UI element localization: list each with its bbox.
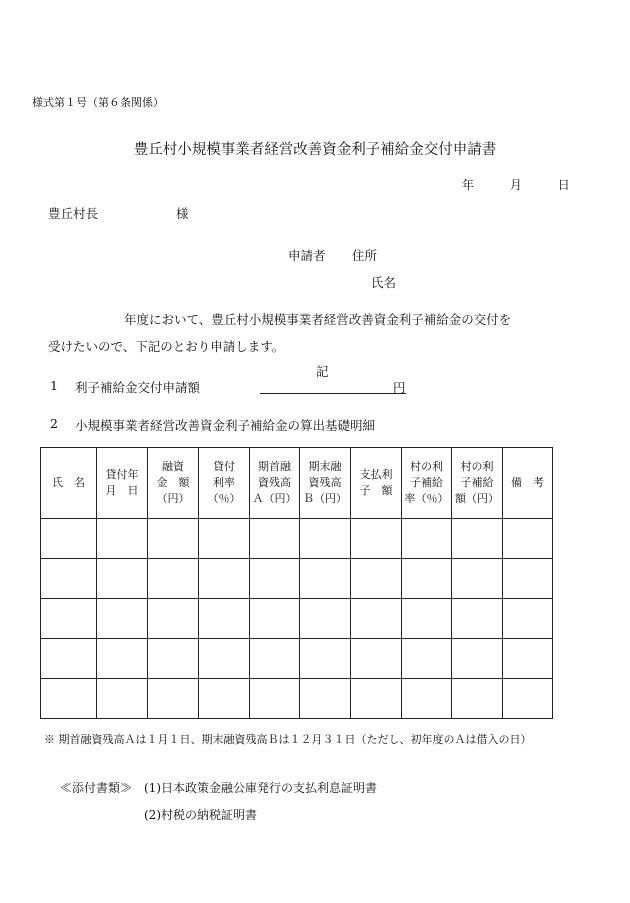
- item-2-number: 2: [50, 416, 58, 431]
- table-header-line: 率（％）: [404, 492, 449, 505]
- addressee-name: 豊丘村長: [48, 206, 99, 221]
- calculation-table: [40, 447, 553, 719]
- body-text-line-2: 受けたいので、下記のとおり申請します。: [48, 339, 285, 354]
- table-cell[interactable]: [503, 679, 553, 719]
- item-2-text: 小規模事業者経営改善資金利子補給金の算出基礎明細: [75, 418, 376, 433]
- table-cell[interactable]: [199, 519, 250, 559]
- table-cell[interactable]: [97, 679, 148, 719]
- table-cell[interactable]: [503, 559, 553, 599]
- table-cell[interactable]: [300, 599, 351, 639]
- table-header-line: 備 考: [511, 476, 544, 489]
- attachment-item-1: (1)日本政策金融公庫発行の支払利息証明書: [144, 781, 377, 795]
- table-header-line: 貸付年: [105, 468, 139, 481]
- table-cell[interactable]: [402, 559, 452, 599]
- table-header-line: 資残高: [308, 476, 342, 489]
- document-title: 豊丘村小規模事業者経営改善資金利子補給金交付申請書: [133, 142, 497, 158]
- table-cell[interactable]: [250, 519, 300, 559]
- table-header-cell: [402, 448, 452, 519]
- table-cell[interactable]: [41, 559, 97, 599]
- table-header-line: 金 額: [156, 476, 190, 489]
- table-row: [41, 559, 553, 599]
- table-cell[interactable]: [300, 639, 351, 679]
- table-header-line: 利率: [213, 476, 235, 489]
- table-header-line: 支払利: [359, 468, 393, 481]
- table-cell[interactable]: [452, 639, 503, 679]
- yen-unit: 円: [393, 380, 406, 395]
- table-cell[interactable]: [97, 599, 148, 639]
- table-header-cell: [97, 448, 148, 519]
- table-cell[interactable]: [41, 599, 97, 639]
- ki-heading: 記: [316, 364, 329, 379]
- table-cell[interactable]: [41, 679, 97, 719]
- table-header-cell: [41, 448, 97, 519]
- table-cell[interactable]: [503, 639, 553, 679]
- table-cell[interactable]: [402, 519, 452, 559]
- table-cell[interactable]: [351, 639, 402, 679]
- table-cell[interactable]: [300, 559, 351, 599]
- table-header-line: 貸付: [213, 460, 235, 473]
- table-cell[interactable]: [351, 599, 402, 639]
- table-header-line: （円）: [156, 492, 190, 505]
- table-cell[interactable]: [199, 639, 250, 679]
- table-header-line: （％）: [207, 492, 241, 505]
- item-1-number: 1: [50, 378, 58, 393]
- table-header-line: 資残高: [258, 476, 291, 489]
- table-cell[interactable]: [503, 599, 553, 639]
- table-header-row: [41, 448, 553, 519]
- table-header-cell: [300, 448, 351, 519]
- date-month-label: 月: [509, 178, 522, 192]
- table-header-line: Ｂ（円）: [303, 492, 347, 505]
- table-cell[interactable]: [97, 559, 148, 599]
- applicant-address-label: 住所: [352, 248, 378, 263]
- table-header-line: 子補給: [410, 476, 443, 489]
- table-cell[interactable]: [300, 519, 351, 559]
- table-cell[interactable]: [402, 599, 452, 639]
- table-cell[interactable]: [97, 519, 148, 559]
- table-header-cell: [351, 448, 402, 519]
- table-row: [41, 519, 553, 559]
- table-header-line: 額（円）: [455, 492, 499, 505]
- table-cell[interactable]: [402, 679, 452, 719]
- table-cell[interactable]: [351, 519, 402, 559]
- table-header-cell: [199, 448, 250, 519]
- table-row: [41, 599, 553, 639]
- table-header-line: 子補給: [460, 476, 494, 489]
- date-line: [462, 176, 570, 193]
- table-cell[interactable]: [148, 639, 199, 679]
- addressee: [48, 204, 189, 222]
- table-cell[interactable]: [148, 559, 199, 599]
- table-cell[interactable]: [452, 679, 503, 719]
- attachments-label: ≪添付書類≫: [60, 781, 133, 795]
- table-cell[interactable]: [97, 639, 148, 679]
- table-cell[interactable]: [41, 519, 97, 559]
- amount-input-line[interactable]: [260, 393, 406, 394]
- table-cell[interactable]: [199, 599, 250, 639]
- table-body: [41, 519, 553, 719]
- table-cell[interactable]: [250, 639, 300, 679]
- table-header-cell: [503, 448, 553, 519]
- table-cell[interactable]: [199, 679, 250, 719]
- table-cell[interactable]: [452, 559, 503, 599]
- table-row: [41, 639, 553, 679]
- table-header-line: 期末融: [308, 460, 342, 473]
- body-text-line-1: 年度において、豊丘村小規模事業者経営改善資金利子補給金の交付を: [124, 312, 512, 327]
- applicant-name-label: 氏名: [371, 275, 397, 290]
- table-cell[interactable]: [148, 519, 199, 559]
- table-cell[interactable]: [452, 599, 503, 639]
- table-header-line: 融資: [162, 460, 184, 473]
- date-year-label: 年: [462, 178, 475, 192]
- table-cell[interactable]: [250, 599, 300, 639]
- table-cell[interactable]: [300, 679, 351, 719]
- addressee-honorific: 様: [176, 206, 189, 221]
- table-header-line: 村の利: [410, 460, 443, 473]
- table-row: [41, 679, 553, 719]
- table-header-line: 期首融: [258, 460, 291, 473]
- table-cell[interactable]: [250, 679, 300, 719]
- footnote: ※ 期首融資残高Ａは１月１日、期末融資残高Ｂは１２月３１日（ただし、初年度のＡは借入の日）: [44, 733, 532, 746]
- table-header-cell: [452, 448, 503, 519]
- table-cell[interactable]: [351, 679, 402, 719]
- attachment-item-2: (2)村税の納税証明書: [144, 808, 257, 822]
- item-1-text: 利子補給金交付申請額: [75, 380, 201, 395]
- table-cell[interactable]: [402, 639, 452, 679]
- table-cell[interactable]: [148, 679, 199, 719]
- table-cell[interactable]: [199, 559, 250, 599]
- table-header-cell: [148, 448, 199, 519]
- table-cell[interactable]: [503, 519, 553, 559]
- table-header-line: 月 日: [105, 484, 139, 497]
- table-cell[interactable]: [452, 519, 503, 559]
- date-day-label: 日: [557, 178, 570, 192]
- table-cell[interactable]: [351, 559, 402, 599]
- table-cell[interactable]: [250, 559, 300, 599]
- table-cell[interactable]: [41, 639, 97, 679]
- table-header-line: 子 額: [359, 484, 393, 497]
- table-header-line: Ａ（円）: [252, 492, 297, 505]
- form-number-label: 様式第１号（第６条関係）: [32, 96, 164, 109]
- applicant-label: 申請者: [288, 248, 326, 263]
- table-cell[interactable]: [148, 599, 199, 639]
- table-header-line: 村の利: [460, 460, 494, 473]
- table-header-cell: [250, 448, 300, 519]
- table-header-line: 氏 名: [52, 476, 85, 489]
